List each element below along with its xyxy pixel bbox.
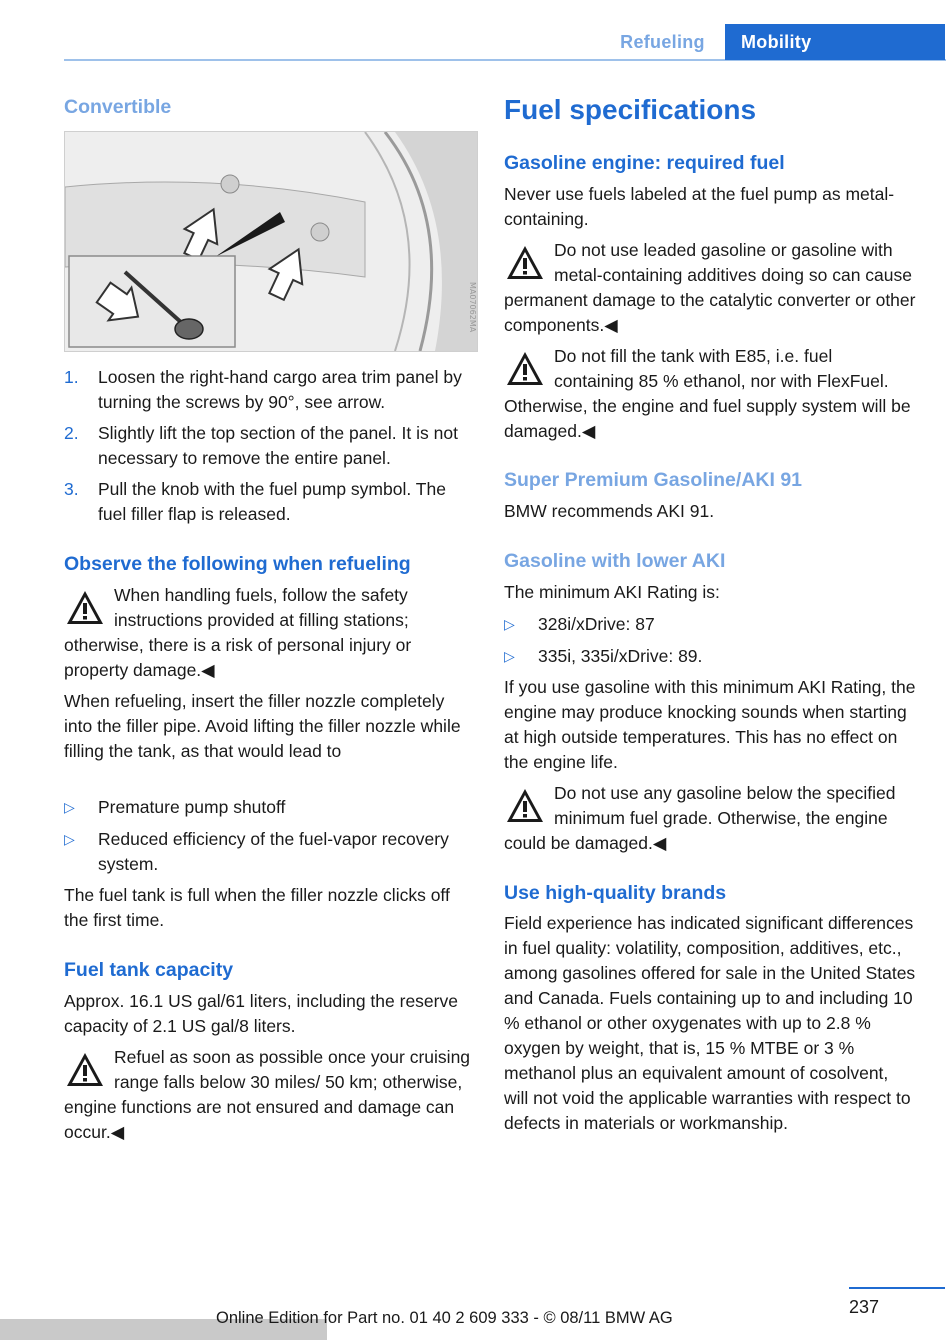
triangle-bullet-icon: ▷ [64,799,75,815]
refuel-paragraph: When refueling, insert the filler nozzle completely into the filler pipe. Avoid lifting the filler nozzle while filling the tank, as that would lead to [64,691,461,761]
warning-triangle-icon [64,1049,106,1091]
warning-triangle-icon [504,785,546,827]
list-item [64,795,476,820]
list-item [504,644,916,669]
capacity-paragraph: Approx. 16.1 US gal/61 liters, including the reserve capacity of 2.1 US gal/8 liters. [64,991,458,1036]
brands-paragraph: Field experience has indicated significant differences in fuel quality: volatility, composition, additives, etc., among gasolines offered for sale in the United States and Canada. Fuels containing up to and including 10 % ethanol or other oxygenates with up to 2.8 % oxygen by weight, that is, 15 % MTBE or 3 % methanol plus an equivalent amount of cosolvent, will not void the applicable warranties with respect to defects in materials or workmanship. [504,913,916,1133]
step-item [64,477,476,527]
knocking-paragraph: If you use gasoline with this minimum AKI Rating, the engine may produce knocking sounds when starting at high outside temperatures. This has no effect on the engine life. [504,677,916,772]
lower-aki-paragraph: The minimum AKI Rating is: [504,582,720,602]
triangle-bullet-icon: ▷ [504,616,515,632]
figure-code: MA07062MA [468,282,477,333]
list-item-text: Reduced efficiency of the fuel-vapor recovery system. [98,829,449,874]
list-item [64,827,476,877]
warning-triangle-icon [504,242,546,284]
warning-text: When handling fuels, follow the safety instructions provided at filling stations; otherwise, there is a risk of personal injury or property damage.◀ [64,585,412,680]
brands-heading: Use high-quality brands [504,882,727,904]
lower-aki-heading: Gasoline with lower AKI [504,550,726,572]
step-text: Slightly lift the top section of the panel. It is not necessary to remove the entire panel. [98,423,458,468]
cargo-panel-illustration [64,131,478,352]
tab-refueling: Refueling [620,32,705,52]
step-item [64,421,476,471]
gas-paragraph: Never use fuels labeled at the fuel pump as metal-containing. [504,184,895,229]
trunk-diagram [65,132,477,351]
warning-text: Do not use any gasoline below the specified minimum fuel grade. Otherwise, the engine could be damaged.◀ [504,783,896,853]
convertible-heading: Convertible [64,96,172,118]
warning-text: Do not use leaded gasoline or gasoline with metal-containing additives doing so can cause permanent damage to the catalytic converter or other components.◀ [504,240,916,335]
tab-mobility: Mobility [725,24,945,60]
gas-heading: Gasoline engine: required fuel [504,152,785,174]
step-number: 1. [64,367,79,387]
step-text: Loosen the right-hand cargo area trim panel by turning the screws by 90°, see arrow. [98,367,462,412]
warning-block [504,238,916,338]
warning-block [504,344,916,444]
list-item [504,612,916,637]
super-heading: Super Premium Gasoline/AKI 91 [504,469,803,491]
observe-heading: Observe the following when refueling [64,553,411,575]
step-number: 2. [64,423,79,443]
warning-triangle-icon [504,348,546,390]
triangle-bullet-icon: ▷ [504,648,515,664]
footer-rule [849,1287,945,1289]
step-text: Pull the knob with the fuel pump symbol. The fuel filler flap is released. [98,479,446,524]
warning-block [504,781,916,856]
step-number: 3. [64,479,79,499]
warning-triangle-icon [64,587,106,629]
warning-block [64,1045,476,1145]
triangle-bullet-icon: ▷ [64,831,75,847]
page-title: Fuel specifications [504,94,757,125]
step-item [64,365,476,415]
warning-text: Refuel as soon as possible once your cruising range falls below 30 miles/ 50 km; otherwise, engine functions are not ensured and damage can occur.◀ [64,1047,471,1142]
full-tank-paragraph: The fuel tank is full when the filler nozzle clicks off the first time. [64,885,450,930]
list-item-text: 328i/xDrive: 87 [538,614,655,634]
edition-footer: Online Edition for Part no. 01 40 2 609 333 - © 08/11 BMW AG [216,1309,673,1327]
super-paragraph: BMW recommends AKI 91. [504,501,715,521]
list-item-text: 335i, 335i/xDrive: 89. [538,646,703,666]
page-number: 237 [849,1297,880,1317]
warning-block [64,583,476,683]
capacity-heading: Fuel tank capacity [64,959,234,981]
warning-text: Do not fill the tank with E85, i.e. fuel containing 85 % ethanol, nor with FlexFuel. Otherwise, the engine and fuel supply system will be damaged.◀ [504,346,911,441]
list-item-text: Premature pump shutoff [98,797,286,817]
